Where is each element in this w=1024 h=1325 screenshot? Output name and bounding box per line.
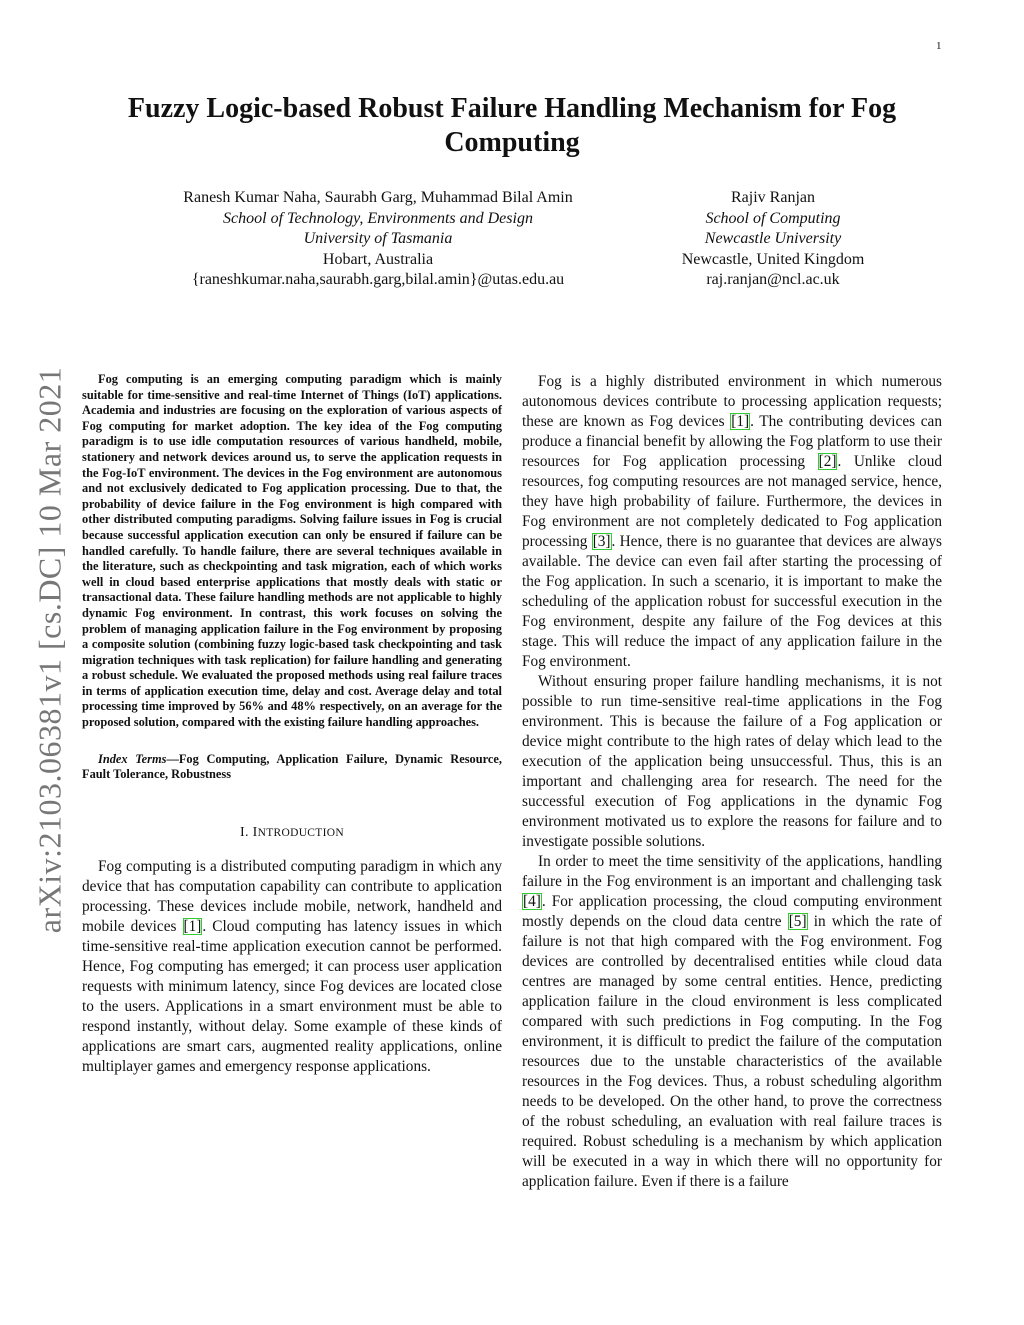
section-first-letter: I bbox=[252, 824, 258, 840]
right-paragraph-1 bbox=[522, 372, 942, 672]
author-university: Newcastle University bbox=[704, 230, 842, 247]
author-school: School of Technology, Environments and Design bbox=[223, 209, 533, 227]
author-names: Ranesh Kumar Naha, Saurabh Garg, Muhammad Bilal Amin bbox=[183, 189, 573, 206]
intro-paragraph bbox=[82, 857, 502, 1077]
arxiv-stamp[interactable]: arXiv:2103.06381v1 [cs.DC] 10 Mar 2021 bbox=[31, 366, 68, 934]
left-column bbox=[82, 372, 502, 1077]
section-title-rest: NTRODUCTION bbox=[257, 826, 344, 839]
intro-text-2: . Cloud computing has latency issues in which time-sensitive real-time application execution cannot be performed. Hence, Fog computing has emerged; it can process user application requests with minimum latency, since Fog devices are located close to the users. Applications in a smart environment must be able to respond instantly, without delay. Some example of these kinds of applications are smart cars, augmented reality applications, online multiplayer games and emergency response applications. bbox=[82, 917, 502, 1075]
author-location: Newcastle, United Kingdom bbox=[681, 250, 865, 268]
author-names: Rajiv Ranjan bbox=[731, 189, 815, 206]
author-university: University of Tasmania bbox=[303, 230, 453, 247]
text-run: Fog is a highly distributed environment in which numerous autonomous devices contribute to processing application requests; these are known as Fog devices bbox=[522, 373, 942, 430]
text-run: In order to meet the time sensitivity of the applications, handling failure in the Fog environment is an important and challenging task bbox=[522, 853, 942, 890]
citation-link[interactable]: [2] bbox=[818, 453, 837, 470]
text-run: in which the rate of failure is not that high compared with the Fog environment. Fog devices are controlled by decentralised entities while cloud data centres are managed by some central entities. Hence, predicting application failure in the cloud environment is less complicated compared with such predictions in Fog computing. In the Fog environment, it is difficult to predict the failure of the computation resources due to the unstable characteristics of the available resources in the Fog devices. Thus, a robust scheduling algorithm needs to be developed. On the other hand, to prove the correctness of the robust scheduling, an evaluation with real failure traces is required. Robust scheduling is a mechanism by which application will be executed in a way in which there will no opportunity for application failure. Even if there is a failure bbox=[522, 913, 942, 1190]
citation-link[interactable]: [1] bbox=[183, 917, 202, 935]
index-terms-text: —Fog Computing, Application Failure, Dynamic Resource, Fault Tolerance, Robustness bbox=[82, 751, 502, 782]
section-heading-introduction bbox=[82, 823, 502, 843]
citation-link[interactable]: [1] bbox=[731, 413, 750, 430]
author-email[interactable]: {raneshkumar.naha,saurabh.garg,bilal.amin}@utas.edu.au bbox=[191, 271, 565, 288]
text-run: . Unlike cloud resources, fog computing resources are not managed service, hence, they have high probability of failure. Furthermore, the devices in Fog environment are not completely dedicated to Fog application processing bbox=[522, 453, 943, 550]
right-paragraph-2: Without ensuring proper failure handling mechanisms, it is not possible to run time-sensitive real-time applications in the Fog environment. This is because the failure of a Fog application or device might contribute to the high rates of delay which lead to the execution of the application being unsuccessful. Thus, this is an important and challenging area for research. The need for the successful execution of Fog applications in the dynamic Fog environment motivated us to explore the reasons for failure and to investigate possible solutions. bbox=[522, 673, 942, 850]
citation-link[interactable]: [3] bbox=[592, 533, 611, 550]
citation-link[interactable]: [5] bbox=[788, 913, 807, 930]
arxiv-sidebar bbox=[0, 0, 80, 1325]
author-location: Hobart, Australia bbox=[322, 250, 434, 268]
index-terms-label: Index Terms bbox=[98, 751, 167, 766]
author-block-2 bbox=[648, 188, 898, 291]
right-paragraph-3 bbox=[522, 852, 942, 1192]
citation-link[interactable]: [4] bbox=[523, 893, 541, 910]
author-email[interactable]: raj.ranjan@ncl.ac.uk bbox=[706, 271, 840, 288]
text-run: . The contributing devices can produce a financial benefit by allowing the Fog platform to use their resources for Fog application processing bbox=[522, 413, 942, 470]
text-run: . For application processing, the cloud computing environment mostly depends on the cloud data centre bbox=[522, 893, 942, 930]
page-number: 1 bbox=[936, 40, 942, 52]
paper-title: Fuzzy Logic-based Robust Failure Handling Mechanism for Fog Computing bbox=[127, 93, 897, 158]
abstract: Fog computing is an emerging computing paradigm which is mainly suitable for time-sensitive and real-time Internet of Things (IoT) applications. Academia and industries are focusing on the exploration of various aspects of Fog computing for market adoption. The key idea of the Fog computing paradigm is to use idle computation resources of various handheld, mobile, stationery and network devices around us, to serve the application requests in the Fog-IoT environment. The devices in the Fog environment are autonomous and not exclusively dedicated to Fog application processing. Due to that, the probability of device failure in the Fog environment is high compared with other distributed computing paradigms. Solving failure issues in Fog is crucial because successful application execution can only be ensured if failure can be handled carefully. To handle failure, there are several techniques available in the literature, such as checkpointing and task migration, each of which works well in cloud based enterprise applications that mostly deals with static or transactional data. These failure handling methods are not applicable to highly dynamic Fog environment. In contrast, this work focuses on solving the problem of managing application failure in the Fog environment by proposing a composite solution (combining fuzzy logic-based task checkpointing and task migration techniques with task replication) for failure handling and generating a robust schedule. We evaluated the proposed methods using real failure traces in terms of application execution time, delay and cost. Average delay and total processing time improved by 56% and 48% respectively, on an average for the proposed solution, compared with the existing failure handling approaches. bbox=[82, 372, 502, 730]
author-block-1 bbox=[120, 188, 636, 291]
author-school: School of Computing bbox=[705, 209, 841, 227]
text-run: . Hence, there is no guarantee that devices are always available. The device can even fail after starting the processing of the Fog application. In such a scenario, it is important to make the scheduling of the application robust for successful execution in the Fog environment, despite any failure of the Fog devices at this stage. This will reduce the impact of any application failure in the Fog environment. bbox=[522, 533, 943, 670]
section-number: I. bbox=[240, 824, 249, 840]
index-terms bbox=[82, 752, 502, 783]
right-column bbox=[522, 372, 942, 1192]
intro-text-1: Fog computing is a distributed computing paradigm in which any device that has computation capability can contribute to application processing. These devices include mobile, network, handheld and mobile devices bbox=[82, 857, 502, 935]
